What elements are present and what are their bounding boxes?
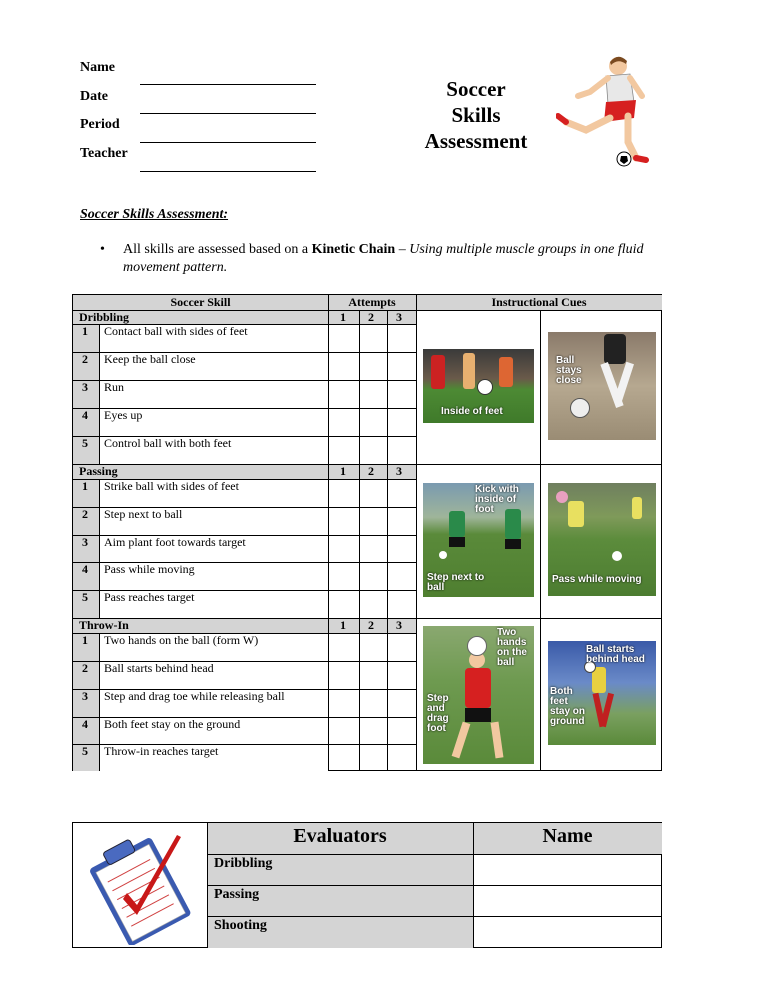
- skill-item: Pass reaches target: [104, 590, 195, 604]
- skill-item: Run: [104, 380, 125, 394]
- item-number: 2: [82, 507, 88, 521]
- photo-pass-while-moving: Pass while moving: [548, 483, 656, 596]
- skill-item: Pass while moving: [104, 562, 195, 576]
- attempt-num: 3: [396, 618, 402, 632]
- skill-item: Aim plant foot towards target: [104, 535, 246, 549]
- skill-item: Control ball with both feet: [104, 436, 232, 450]
- item-number: 2: [82, 352, 88, 366]
- date-label: Date: [80, 89, 108, 104]
- period-line[interactable]: [140, 142, 316, 143]
- evaluator-row-dribbling: Dribbling: [214, 856, 273, 871]
- item-number: 1: [82, 324, 88, 338]
- skill-item: Keep the ball close: [104, 352, 196, 366]
- photo-inside-of-feet: Inside of feet: [423, 349, 534, 423]
- col-cues-header: Instructional Cues: [491, 295, 587, 309]
- photo-two-hands-on-ball: Two hands on the ball Step and drag foot: [423, 626, 534, 764]
- clipboard-check-icon: [81, 827, 201, 945]
- skill-item: Step next to ball: [104, 507, 183, 521]
- item-number: 4: [82, 562, 88, 576]
- skill-item: Throw-in reaches target: [104, 744, 219, 758]
- item-number: 5: [82, 436, 88, 450]
- section-heading: Soccer Skills Assessment:: [80, 207, 229, 222]
- item-number: 4: [82, 408, 88, 422]
- skills-table: [72, 294, 662, 771]
- bullet-icon: •: [100, 242, 105, 257]
- item-number: 1: [82, 633, 88, 647]
- skill-item: Strike ball with sides of feet: [104, 479, 239, 493]
- name-input-passing[interactable]: [474, 886, 662, 916]
- group-dribbling: Dribbling: [79, 310, 130, 324]
- group-passing: Passing: [79, 464, 118, 478]
- evaluator-row-shooting: Shooting: [214, 918, 267, 933]
- col-skill-header: Soccer Skill: [170, 295, 231, 309]
- item-number: 5: [82, 590, 88, 604]
- attempt-num: 2: [368, 464, 374, 478]
- item-number: 3: [82, 689, 88, 703]
- name-label: Name: [80, 60, 115, 75]
- skill-item: Two hands on the ball (form W): [104, 633, 259, 647]
- item-number: 2: [82, 661, 88, 675]
- item-number: 1: [82, 479, 88, 493]
- item-number: 3: [82, 535, 88, 549]
- attempt-num: 3: [396, 310, 402, 324]
- period-label: Period: [80, 117, 120, 132]
- name-input-shooting[interactable]: [474, 917, 662, 947]
- evaluators-table: [72, 822, 662, 948]
- skill-item: Ball starts behind head: [104, 661, 214, 675]
- item-number: 5: [82, 744, 88, 758]
- teacher-label: Teacher: [80, 146, 128, 161]
- name-line[interactable]: [140, 84, 316, 85]
- skill-item: Eyes up: [104, 408, 143, 422]
- page-title: Soccer Skills Assessment: [424, 77, 528, 153]
- col-name-header: Name: [542, 825, 593, 847]
- attempt-num: 1: [340, 464, 346, 478]
- skill-item: Step and drag toe while releasing ball: [104, 689, 285, 703]
- group-throw-in: Throw-In: [79, 618, 129, 632]
- attempt-num: 1: [340, 310, 346, 324]
- attempt-num: 1: [340, 618, 346, 632]
- evaluator-row-passing: Passing: [214, 887, 260, 902]
- skill-item: Both feet stay on the ground: [104, 717, 241, 731]
- photo-kick-inside-of-foot: Kick with inside of foot Step next to ball: [423, 483, 534, 597]
- name-input-dribbling[interactable]: [474, 855, 662, 885]
- soccer-player-clipart: [556, 52, 656, 172]
- teacher-line[interactable]: [140, 171, 316, 172]
- photo-ball-behind-head: Ball starts behind head Both feet stay on ground: [548, 641, 656, 745]
- attempt-num: 2: [368, 310, 374, 324]
- attempt-num: 3: [396, 464, 402, 478]
- photo-ball-stays-close: Ball stays close: [548, 332, 656, 440]
- col-attempts-header: Attempts: [348, 295, 396, 309]
- date-line[interactable]: [140, 113, 316, 114]
- col-evaluators-header: Evaluators: [293, 825, 387, 847]
- attempt-num: 2: [368, 618, 374, 632]
- item-number: 3: [82, 380, 88, 394]
- item-number: 4: [82, 717, 88, 731]
- skill-item: Contact ball with sides of feet: [104, 324, 248, 338]
